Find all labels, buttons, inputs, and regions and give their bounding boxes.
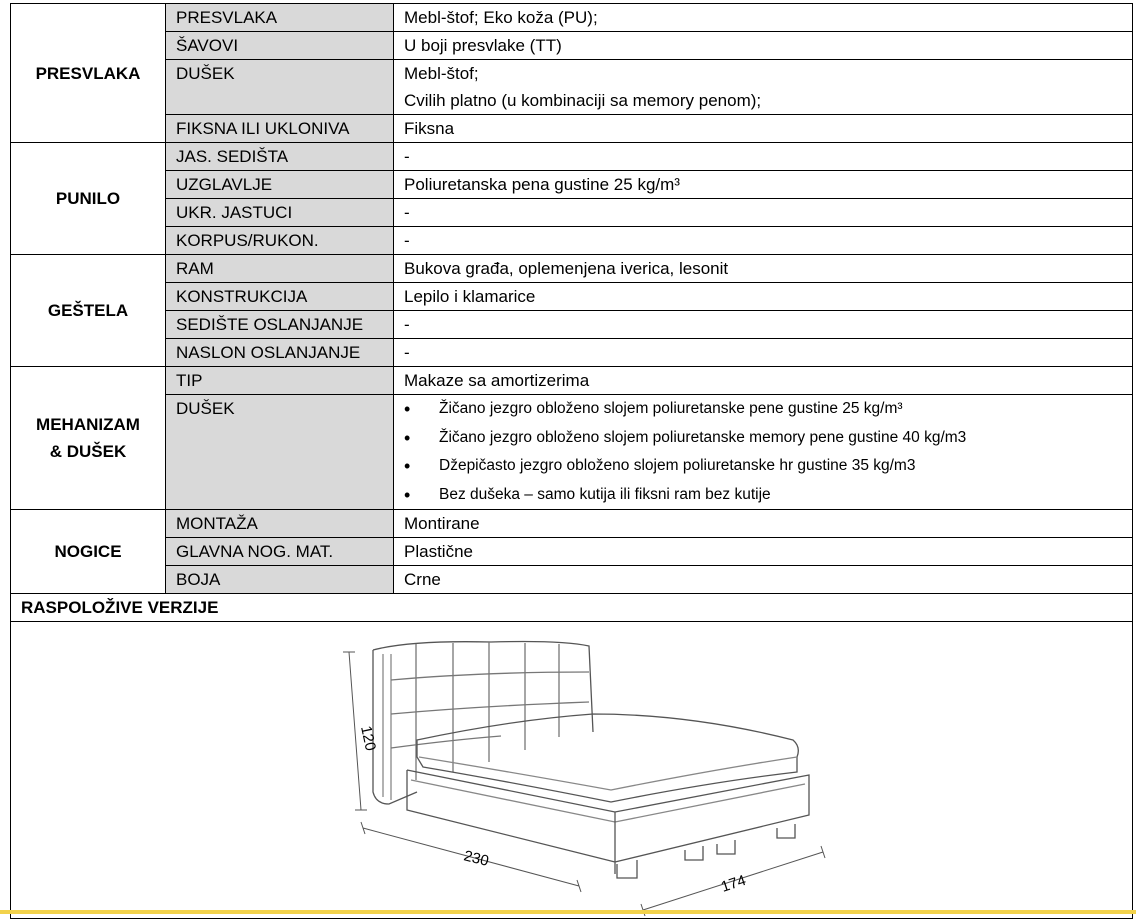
table-row bbox=[11, 367, 1133, 395]
list-item: • Žičano jezgro obloženo slojem poliuretanske memory pene gustine 40 kg/m3 bbox=[404, 424, 1132, 453]
length-dim-label: 230 bbox=[462, 847, 491, 870]
leg bbox=[685, 846, 703, 860]
row-value: Poliuretanska pena gustine 25 kg/m³ bbox=[394, 171, 1133, 199]
row-value: U boji presvlake (TT) bbox=[394, 32, 1133, 60]
table-row bbox=[11, 594, 1133, 622]
row-value: - bbox=[394, 143, 1133, 171]
row-label: TIP bbox=[166, 367, 394, 395]
table-row bbox=[11, 227, 1133, 255]
table-row bbox=[11, 143, 1133, 171]
table-row bbox=[11, 510, 1133, 538]
versions-title: RASPOLOŽIVE VERZIJE bbox=[11, 594, 1133, 622]
row-label: MONTAŽA bbox=[166, 510, 394, 538]
headboard-tufting bbox=[416, 642, 559, 780]
value-line: Cvilih platno (u kombinaciji sa memory penom); bbox=[404, 91, 762, 110]
row-value: - bbox=[394, 227, 1133, 255]
table-row bbox=[11, 171, 1133, 199]
table-row bbox=[11, 339, 1133, 367]
leg bbox=[617, 860, 637, 878]
row-label: DUŠEK bbox=[166, 60, 394, 115]
leg bbox=[777, 824, 795, 838]
headboard-side bbox=[373, 650, 417, 804]
row-label: KONSTRUKCIJA bbox=[166, 283, 394, 311]
table-row bbox=[11, 32, 1133, 60]
bottom-bar bbox=[0, 910, 1136, 914]
table-row bbox=[11, 4, 1133, 32]
row-label: JAS. SEDIŠTA bbox=[166, 143, 394, 171]
group-nogice: NOGICE bbox=[11, 510, 166, 594]
group-presvlaka: PRESVLAKA bbox=[11, 4, 166, 143]
row-value: Bukova građa, oplemenjena iverica, lesonit bbox=[394, 255, 1133, 283]
leg bbox=[717, 840, 735, 854]
table-row bbox=[11, 395, 1133, 510]
row-value: Mebl-štof; Eko koža (PU); bbox=[394, 4, 1133, 32]
row-value: Makaze sa amortizerima bbox=[394, 367, 1133, 395]
row-label: ŠAVOVI bbox=[166, 32, 394, 60]
table-row bbox=[11, 538, 1133, 566]
row-label: PRESVLAKA bbox=[166, 4, 394, 32]
row-value: - bbox=[394, 339, 1133, 367]
mattress-seam bbox=[419, 757, 797, 790]
headboard-edge bbox=[383, 654, 391, 800]
list-item: • Džepičasto jezgro obloženo slojem poliuretanske hr gustine 35 kg/m3 bbox=[404, 452, 1132, 481]
group-name-line: & DUŠEK bbox=[49, 442, 127, 461]
table-row bbox=[11, 115, 1133, 143]
table-row bbox=[11, 311, 1133, 339]
dimension-lines bbox=[343, 652, 825, 916]
list-item: • Žičano jezgro obloženo slojem poliuretanske pene gustine 25 kg/m³ bbox=[404, 395, 1132, 424]
row-value: Montirane bbox=[394, 510, 1133, 538]
row-label: SEDIŠTE OSLANJANJE bbox=[166, 311, 394, 339]
table-row bbox=[11, 60, 1133, 115]
row-value: - bbox=[394, 199, 1133, 227]
row-label: NASLON OSLANJANJE bbox=[166, 339, 394, 367]
row-label: BOJA bbox=[166, 566, 394, 594]
group-punilo: PUNILO bbox=[11, 143, 166, 255]
row-label: KORPUS/RUKON. bbox=[166, 227, 394, 255]
table-row bbox=[11, 566, 1133, 594]
list-item: • Bez dušeka – samo kutija ili fiksni ram bez kutije bbox=[404, 481, 1132, 510]
table-row bbox=[11, 622, 1133, 919]
row-label: RAM bbox=[166, 255, 394, 283]
row-value: Plastične bbox=[394, 538, 1133, 566]
headboard-top bbox=[373, 642, 593, 733]
row-value bbox=[394, 395, 1133, 510]
row-value: Crne bbox=[394, 566, 1133, 594]
bed-drawing bbox=[331, 632, 831, 917]
row-value: Lepilo i klamarice bbox=[394, 283, 1133, 311]
table-row bbox=[11, 283, 1133, 311]
row-value: Fiksna bbox=[394, 115, 1133, 143]
value-line: Mebl-štof; bbox=[404, 64, 479, 83]
row-label: GLAVNA NOG. MAT. bbox=[166, 538, 394, 566]
height-dim-label: 120 bbox=[357, 724, 379, 753]
bed-outline bbox=[373, 642, 809, 879]
row-label: FIKSNA ILI UKLONIVA bbox=[166, 115, 394, 143]
row-value bbox=[394, 60, 1133, 115]
group-gestela: GEŠTELA bbox=[11, 255, 166, 367]
row-label: UKR. JASTUCI bbox=[166, 199, 394, 227]
table-row bbox=[11, 199, 1133, 227]
width-dim-label: 174 bbox=[718, 871, 749, 896]
row-value: - bbox=[394, 311, 1133, 339]
mattress-options-list bbox=[404, 395, 1132, 509]
group-mehanizam bbox=[11, 367, 166, 510]
row-label: DUŠEK bbox=[166, 395, 394, 510]
row-label: UZGLAVLJE bbox=[166, 171, 394, 199]
spec-table bbox=[10, 3, 1133, 919]
table-row bbox=[11, 255, 1133, 283]
group-name-line: MEHANIZAM bbox=[36, 415, 140, 434]
drawing-cell bbox=[11, 622, 1133, 919]
